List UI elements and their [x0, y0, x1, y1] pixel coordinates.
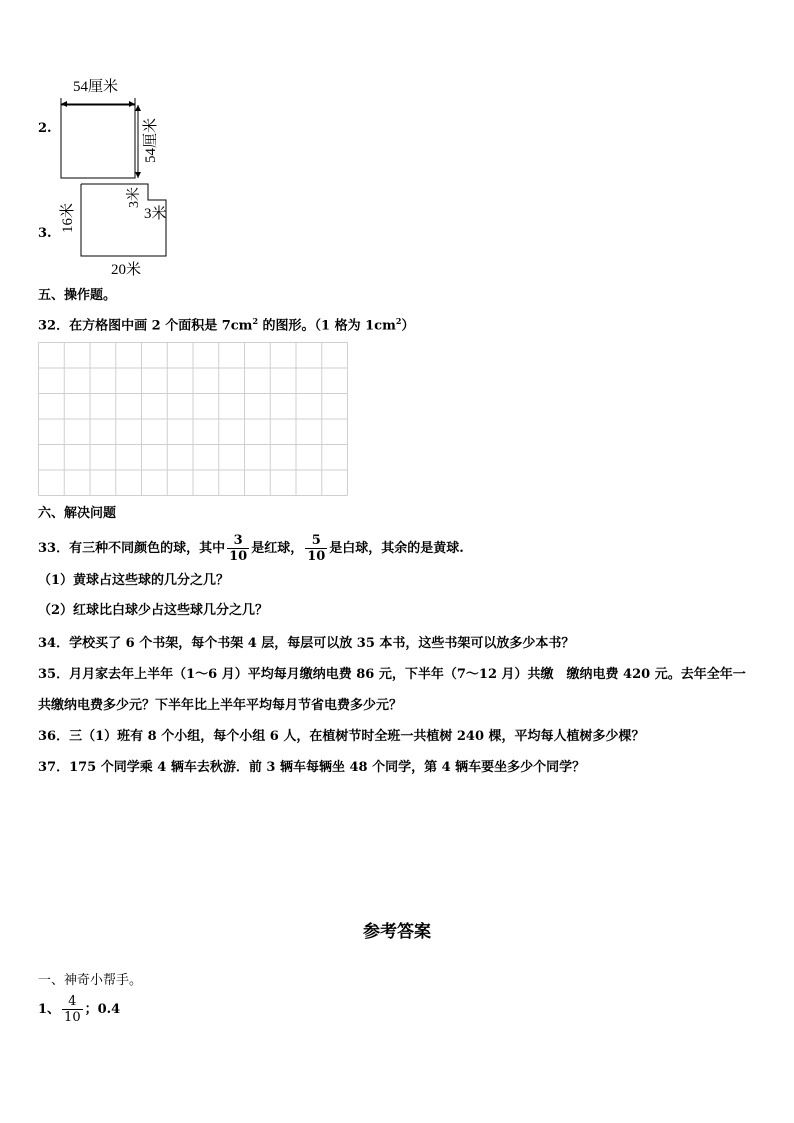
q33-fraction-white	[305, 533, 327, 564]
a1-fraction	[62, 994, 83, 1025]
q33-frac2-denominator: 10	[307, 549, 326, 564]
q33-part2: 是红球，	[251, 540, 304, 556]
a1-suffix: ；0.4	[84, 1001, 121, 1017]
figure-3-left-label: 16米	[60, 202, 76, 233]
q33-sub1: （1）黄球占这些球的几分之几？	[38, 573, 230, 588]
question-34: 34．学校买了 6 个书架，每个书架 4 层，每层可以放 35 本书，这些书架可以放多少本书？	[38, 636, 575, 651]
q32-suffix: ）	[401, 318, 415, 334]
q32-mid: 的图形。（1 格为 1cm	[258, 318, 396, 334]
q32-sup1: 2	[252, 316, 259, 326]
q33-fraction-red	[227, 533, 249, 564]
square-grid	[38, 342, 348, 496]
q33-part1: 33．有三种不同颜色的球，其中	[38, 540, 226, 556]
figure-2-number: 2.	[38, 121, 52, 136]
q32-sup2: 2	[395, 316, 402, 326]
question-37: 37．175 个同学乘 4 辆车去秋游．前 3 辆车每辆坐 48 个同学，第 4 辆车要坐多少个同学？	[38, 760, 586, 775]
q33-frac2-numerator: 5	[311, 533, 321, 548]
section-6-title: 六、解决问题	[38, 506, 117, 521]
a1-denominator: 10	[64, 1010, 81, 1025]
question-35-line2: 共缴纳电费多少元？下半年比上半年平均每月节省电费多少元？	[38, 698, 403, 713]
q32-prefix: 32．在方格图中画 2 个面积是 7cm	[38, 318, 253, 334]
figure-3-notch-horizontal-label: 3米	[144, 206, 167, 222]
a1-numerator: 4	[68, 994, 77, 1009]
answers-heading: 参考答案	[363, 922, 431, 942]
section-5-title: 五、操作题。	[38, 288, 117, 303]
figure-3-bottom-label: 20米	[111, 262, 142, 278]
question-33	[38, 533, 464, 564]
question-36: 36．三（1）班有 8 个小组，每个小组 6 人，在植树节时全班一共植树 240 棵，平均每人植树多少棵？	[38, 729, 645, 744]
figure-2-side-label: 54厘米	[143, 117, 159, 163]
answers-section-1-title: 一、神奇小帮手。	[38, 973, 143, 988]
q33-frac1-denominator: 10	[229, 549, 248, 564]
answer-1	[38, 994, 120, 1025]
figure-3-notch-vertical-label: 3米	[127, 187, 142, 208]
figure-3-number: 3.	[38, 226, 52, 241]
q33-sub2: （2）红球比白球少占这些球几分之几？	[38, 603, 269, 618]
figure-2-top-label: 54厘米	[73, 79, 119, 95]
question-32	[38, 313, 414, 334]
q33-frac1-numerator: 3	[233, 533, 243, 548]
a1-prefix: 1、	[38, 1001, 61, 1017]
question-35-line1: 35．月月家去年上半年（1～6 月）平均每月缴纳电费 86 元，下半年（7～12 月）共缴 缴纳电费 420 元。去年全年一	[38, 667, 746, 682]
q33-part3: 是白球，其余的是黄球.	[329, 540, 464, 556]
